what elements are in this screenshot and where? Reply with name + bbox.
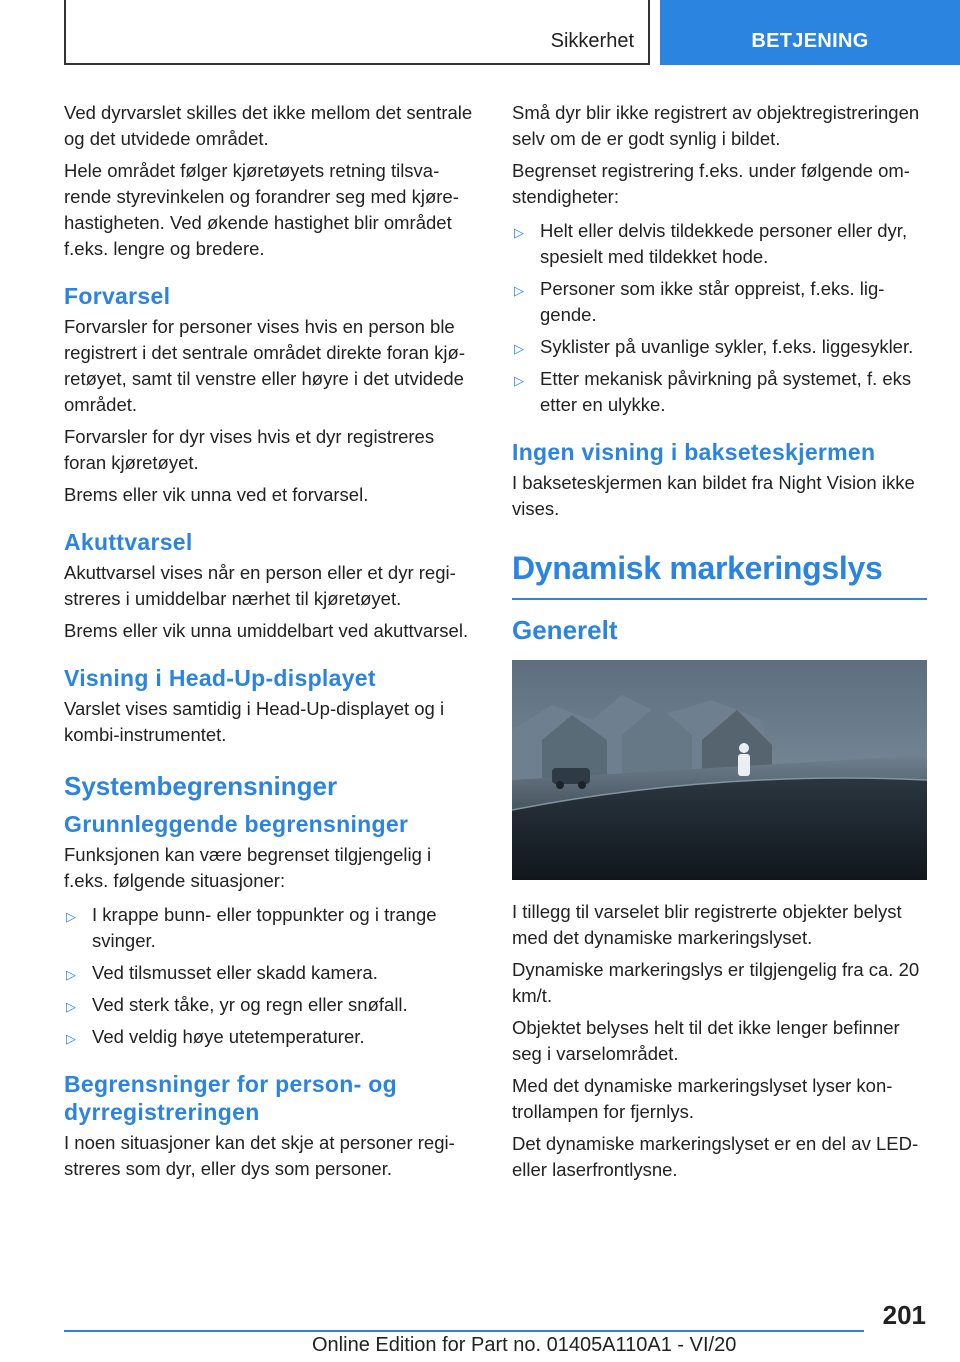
paragraph: Forvarsler for personer vises hvis en person ble registrert i det sentrale området direkte foran kjøretøyet, samt til venstre eller høyre i det utvidede området. — [64, 316, 466, 415]
list-item: ▷ Ved tilsmusset eller skadd kamera. — [64, 960, 479, 986]
footer-rule — [64, 1330, 864, 1332]
paragraph: Forvarsler for dyr vises hvis et dyr registreres foran kjøretøyet. — [64, 426, 435, 473]
heading-head-up: Visning i Head-Up-displayet — [64, 665, 376, 691]
paragraph: Ved dyrvarslet skilles det ikke mellom det sentrale og det utvidede området. — [64, 102, 473, 149]
paragraph: Det dynamiske markeringslyset er en del av LED- eller laserfrontlysne. — [512, 1133, 919, 1180]
paragraph: Hele området følger kjøretøyets retning tilsvarende styrevinkelen og forandrer seg med kjørehastigheten. Ved økende hastighet blir området f.eks. lengre og bredere. — [64, 160, 459, 259]
triangle-bullet-icon: ▷ — [66, 967, 76, 982]
paragraph: Brems eller vik unna umiddelbart ved akuttvarsel. — [64, 620, 469, 641]
list-item: ▷ Ved veldig høye utetemperaturer. — [64, 1024, 479, 1050]
list-item: ▷ Etter mekanisk påvirkning på systemet, f. eks etter en ulykke. — [514, 368, 912, 415]
paragraph: Begrenset registrering f.eks. under følgende omstendigheter: — [512, 160, 910, 207]
paragraph: I tillegg til varselet blir registrerte objekter belyst med det dynamiske markeringslyset. — [512, 901, 902, 948]
left-column — [64, 100, 479, 1188]
paragraph: Med det dynamiske markeringslyset lyser kontrollampen for fjernlys. — [512, 1075, 893, 1122]
page-number: 201 — [882, 1300, 926, 1330]
paragraph: I noen situasjoner kan det skje at personer registreres som dyr, eller dys som personer. — [64, 1132, 455, 1179]
list-item: ▷ Helt eller delvis tildekkede personer eller dyr, spesielt med tildekket hode. — [514, 220, 908, 267]
paragraph: I bakseteskjermen kan bildet fra Night Vision ikke vises. — [512, 472, 915, 519]
chapter-tab[interactable] — [660, 0, 960, 65]
paragraph: Varslet vises samtidig i Head-Up-displayet og i kombi-instrumentet. — [64, 698, 445, 745]
limitation-list — [64, 902, 479, 1050]
heading-generelt: Generelt — [512, 615, 618, 645]
triangle-bullet-icon: ▷ — [514, 373, 524, 388]
heading-dynamisk-markeringslys: Dynamisk markeringslys — [512, 548, 927, 600]
section-title: Sikkerhet — [550, 30, 634, 52]
right-column — [512, 100, 927, 1189]
paragraph: Funksjonen kan være begrenset tilgjengelig i f.eks. følgende situasjoner: — [64, 844, 432, 891]
heading-grunnleggende: Grunnleggende begrensninger — [64, 811, 409, 837]
paragraph: Brems eller vik unna ved et forvarsel. — [64, 484, 369, 505]
paragraph: Objektet belyses helt til det ikke lenger befinner seg i varselområdet. — [512, 1017, 900, 1064]
triangle-bullet-icon: ▷ — [514, 283, 524, 298]
triangle-bullet-icon: ▷ — [514, 341, 524, 356]
heading-systembegrensninger: Systembegrensninger — [64, 771, 338, 801]
chapter-title: BETJENING — [751, 30, 869, 52]
list-item: ▷ I krappe bunn- eller toppunkter og i trange svinger. — [66, 904, 437, 951]
heading-ingen-visning: Ingen visning i bakseteskjermen — [512, 439, 876, 465]
header-frame — [64, 0, 650, 65]
triangle-bullet-icon: ▷ — [66, 1031, 76, 1046]
paragraph: Dynamiske markeringslys er tilgjengelig fra ca. 20 km/t. — [512, 959, 920, 1006]
heading-akuttvarsel: Akuttvarsel — [64, 529, 193, 555]
list-item: ▷ Personer som ikke står oppreist, f.eks. liggende. — [514, 278, 885, 325]
night-vision-illustration — [512, 660, 927, 880]
list-item: ▷ Syklister på uvanlige sykler, f.eks. liggesykler. — [512, 334, 927, 360]
triangle-bullet-icon: ▷ — [66, 909, 76, 924]
footer-edition: Online Edition for Part no. 01405A110A1 - VI/20 — [312, 1334, 737, 1356]
list-item: ▷ Ved sterk tåke, yr og regn eller snøfall. — [64, 992, 479, 1018]
restriction-list — [512, 218, 927, 418]
triangle-bullet-icon: ▷ — [66, 999, 76, 1014]
paragraph: Akuttvarsel vises når en person eller et dyr registreres i umiddelbar nærhet til kjøretøyet. — [64, 562, 456, 609]
heading-forvarsel: Forvarsel — [64, 283, 171, 309]
triangle-bullet-icon: ▷ — [514, 225, 524, 240]
paragraph: Små dyr blir ikke registrert av objektregistreringen selv om de er godt synlig i bildet. — [512, 102, 920, 149]
heading-person-dyr: Begrensninger for person- og dyrregistreringen — [64, 1071, 397, 1125]
